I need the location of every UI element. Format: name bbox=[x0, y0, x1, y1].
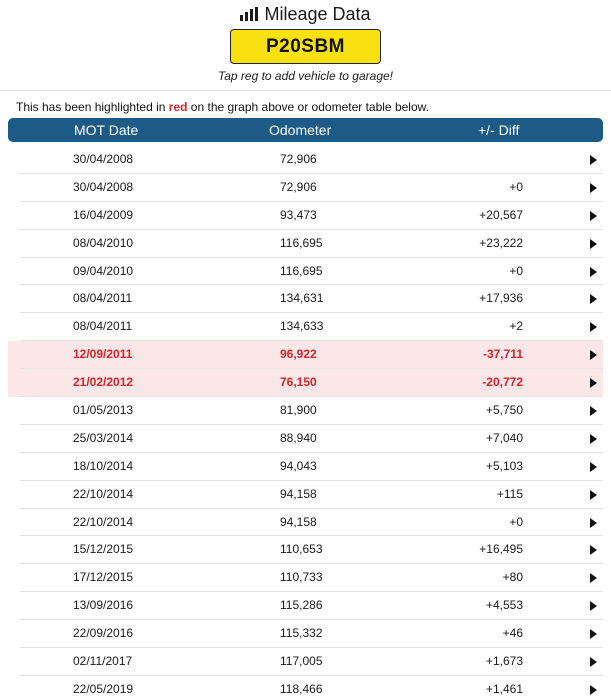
table-row[interactable] bbox=[8, 397, 603, 425]
row-odometer: 115,332 bbox=[280, 626, 323, 641]
row-mot-date: 12/09/2011 bbox=[73, 347, 133, 362]
table-row[interactable] bbox=[8, 174, 603, 202]
column-header-diff: +/- Diff bbox=[478, 122, 520, 138]
table-row[interactable] bbox=[8, 146, 603, 174]
row-odometer: 94,158 bbox=[280, 486, 317, 501]
row-odometer: 72,906 bbox=[280, 179, 317, 194]
row-odometer: 72,906 bbox=[280, 152, 317, 166]
row-mot-date: 09/04/2010 bbox=[73, 263, 134, 278]
row-expand-arrow-icon[interactable] bbox=[590, 629, 597, 639]
table-row[interactable] bbox=[8, 230, 603, 258]
row-odometer: 76,150 bbox=[280, 375, 317, 390]
row-diff: +0 bbox=[509, 179, 523, 194]
row-odometer: 134,633 bbox=[280, 319, 324, 334]
row-mot-date: 08/04/2010 bbox=[73, 235, 134, 250]
row-mot-date: 16/04/2009 bbox=[73, 207, 134, 222]
table-row[interactable] bbox=[8, 620, 603, 648]
row-odometer: 116,695 bbox=[280, 263, 323, 278]
row-diff: +1,673 bbox=[485, 654, 523, 669]
table-row[interactable] bbox=[8, 564, 603, 592]
row-odometer: 134,631 bbox=[280, 291, 324, 306]
row-mot-date: 15/12/2015 bbox=[73, 542, 134, 557]
row-expand-arrow-icon[interactable] bbox=[590, 573, 597, 583]
odometer-table-header bbox=[8, 118, 603, 142]
row-expand-arrow-icon[interactable] bbox=[590, 406, 597, 416]
table-row[interactable] bbox=[8, 592, 603, 620]
row-diff: +7,040 bbox=[485, 430, 523, 445]
row-mot-date: 08/04/2011 bbox=[73, 291, 133, 306]
row-mot-date: 18/10/2014 bbox=[73, 458, 134, 473]
row-expand-arrow-icon[interactable] bbox=[590, 350, 597, 360]
row-mot-date: 22/10/2014 bbox=[73, 486, 134, 501]
row-odometer: 118,466 bbox=[280, 681, 323, 696]
row-expand-arrow-icon[interactable] bbox=[590, 685, 597, 695]
row-mot-date: 30/04/2008 bbox=[73, 179, 134, 194]
row-diff: +5,103 bbox=[485, 458, 523, 473]
row-mot-date: 22/05/2019 bbox=[73, 681, 134, 696]
row-diff: -20,772 bbox=[482, 375, 523, 390]
row-expand-arrow-icon[interactable] bbox=[590, 657, 597, 667]
row-odometer: 94,158 bbox=[280, 514, 317, 529]
row-mot-date: 13/09/2016 bbox=[73, 598, 134, 613]
row-diff: -37,711 bbox=[482, 347, 523, 362]
row-expand-arrow-icon[interactable] bbox=[590, 294, 597, 304]
row-diff: +5,750 bbox=[485, 403, 523, 418]
row-diff: +1,461 bbox=[485, 681, 523, 696]
row-diff: +16,495 bbox=[479, 542, 523, 557]
table-row[interactable] bbox=[8, 453, 603, 481]
row-mot-date: 22/09/2016 bbox=[73, 626, 134, 641]
table-row[interactable] bbox=[8, 341, 603, 369]
table-row[interactable] bbox=[8, 285, 603, 313]
table-row[interactable] bbox=[8, 536, 603, 564]
row-diff: +4,553 bbox=[485, 598, 523, 613]
divider bbox=[0, 90, 611, 91]
table-row[interactable] bbox=[8, 481, 603, 509]
add-to-garage-hint: Tap reg to add vehicle to garage! bbox=[217, 69, 393, 83]
row-expand-arrow-icon[interactable] bbox=[590, 490, 597, 500]
row-expand-arrow-icon[interactable] bbox=[590, 322, 597, 332]
row-odometer: 110,653 bbox=[280, 542, 323, 557]
row-expand-arrow-icon[interactable] bbox=[590, 518, 597, 528]
table-row[interactable] bbox=[8, 313, 603, 341]
row-expand-arrow-icon[interactable] bbox=[590, 183, 597, 193]
notice-prefix: This has been highlighted in bbox=[16, 100, 169, 114]
mileage-header bbox=[0, 2, 611, 26]
row-diff: +17,936 bbox=[479, 291, 523, 306]
table-row[interactable] bbox=[8, 648, 603, 676]
notice-suffix: on the graph above or odometer table below. bbox=[187, 100, 429, 114]
table-row[interactable] bbox=[8, 202, 603, 230]
row-diff: +0 bbox=[509, 514, 523, 529]
table-row[interactable] bbox=[8, 509, 603, 537]
row-mot-date: 17/12/2015 bbox=[73, 570, 134, 585]
row-expand-arrow-icon[interactable] bbox=[590, 267, 597, 277]
row-odometer: 117,005 bbox=[280, 654, 323, 669]
row-expand-arrow-icon[interactable] bbox=[590, 462, 597, 472]
highlight-notice bbox=[0, 100, 611, 115]
row-odometer: 94,043 bbox=[280, 458, 317, 473]
row-mot-date: 02/11/2017 bbox=[73, 654, 133, 669]
table-row[interactable] bbox=[8, 425, 603, 453]
row-odometer: 88,940 bbox=[280, 430, 317, 445]
plate-container bbox=[0, 29, 611, 64]
row-mot-date: 21/02/2012 bbox=[73, 375, 134, 390]
row-mot-date: 30/04/2008 bbox=[73, 152, 134, 166]
registration-plate-button[interactable]: P20SBM bbox=[230, 29, 381, 64]
notice-highlight-word: red bbox=[168, 100, 188, 114]
row-mot-date: 08/04/2011 bbox=[73, 319, 133, 334]
row-diff: +23,222 bbox=[479, 235, 523, 250]
row-odometer: 110,733 bbox=[280, 570, 323, 585]
row-mot-date: 22/10/2014 bbox=[73, 514, 134, 529]
column-header-odometer: Odometer bbox=[269, 122, 332, 138]
row-diff: +0 bbox=[509, 263, 523, 278]
bar-chart-icon bbox=[240, 7, 258, 21]
row-expand-arrow-icon[interactable] bbox=[590, 155, 597, 165]
row-diff: +46 bbox=[502, 626, 523, 641]
row-odometer: 115,286 bbox=[280, 598, 323, 613]
row-diff: +20,567 bbox=[479, 207, 523, 222]
table-row[interactable] bbox=[8, 258, 603, 286]
row-diff: +80 bbox=[502, 570, 523, 585]
row-diff: +2 bbox=[509, 319, 523, 334]
page-title: Mileage Data bbox=[264, 3, 371, 24]
column-header-mot-date: MOT Date bbox=[74, 122, 139, 138]
row-odometer: 93,473 bbox=[280, 207, 317, 222]
row-expand-arrow-icon[interactable] bbox=[590, 434, 597, 444]
table-row[interactable] bbox=[8, 369, 603, 397]
odometer-table-body bbox=[8, 146, 603, 699]
row-odometer: 116,695 bbox=[280, 235, 323, 250]
row-odometer: 81,900 bbox=[280, 403, 317, 418]
row-expand-arrow-icon[interactable] bbox=[590, 601, 597, 611]
row-expand-arrow-icon[interactable] bbox=[590, 239, 597, 249]
row-odometer: 96,922 bbox=[280, 347, 317, 362]
row-mot-date: 01/05/2013 bbox=[73, 403, 134, 418]
row-mot-date: 25/03/2014 bbox=[73, 430, 134, 445]
row-expand-arrow-icon[interactable] bbox=[590, 378, 597, 388]
row-expand-arrow-icon[interactable] bbox=[590, 545, 597, 555]
row-expand-arrow-icon[interactable] bbox=[590, 211, 597, 221]
table-row[interactable] bbox=[8, 676, 603, 699]
row-diff: +115 bbox=[496, 486, 523, 501]
